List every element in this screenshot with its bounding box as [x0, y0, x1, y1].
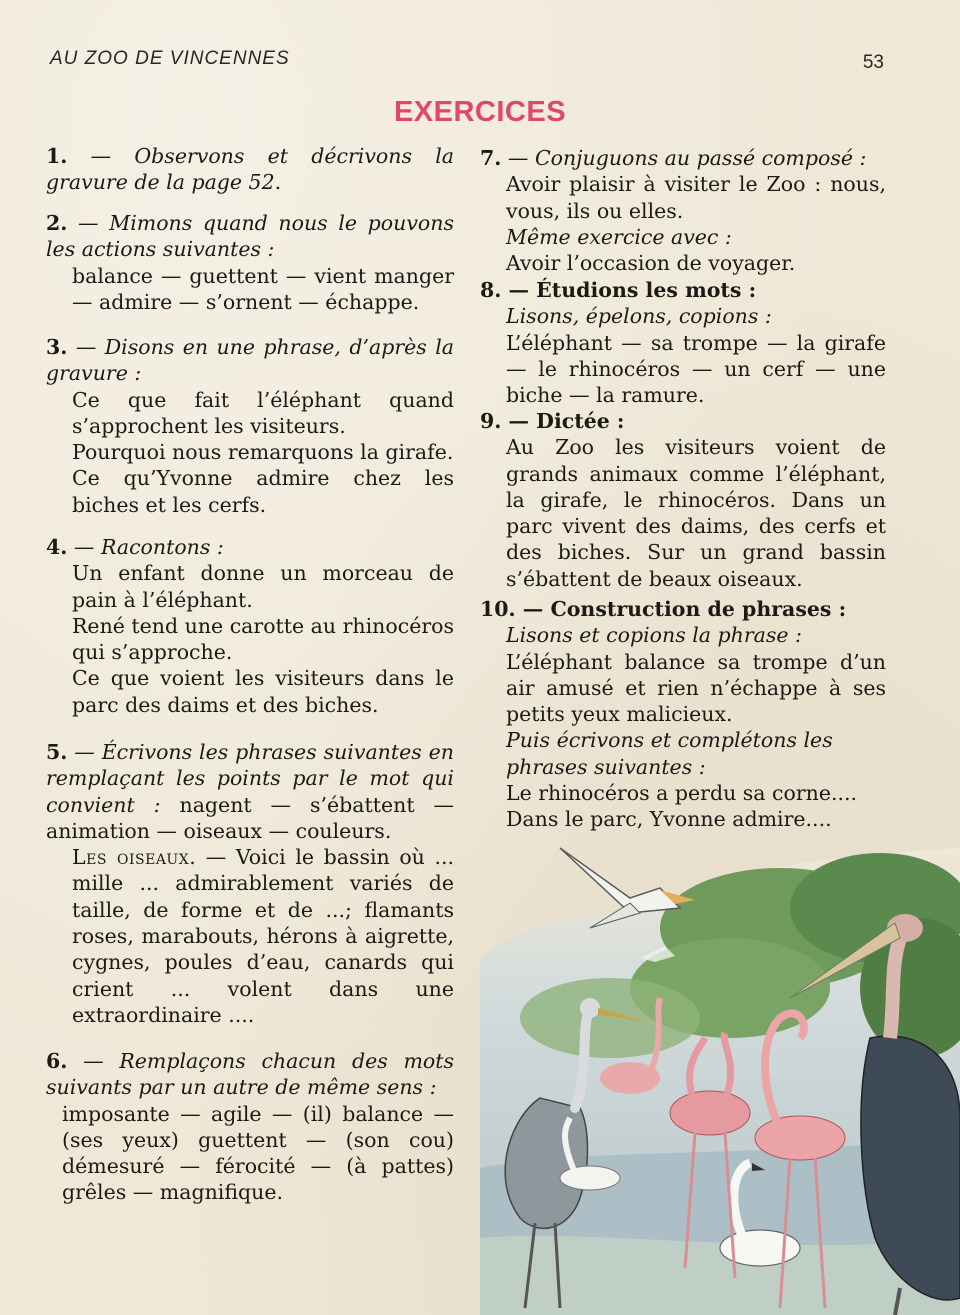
exercise-subinstruction: Même exercice avec : [506, 224, 732, 249]
fill-in-text: — Voici le bassin où ... mille ... admirablement variés de taille, de forme et de ...; flamants roses, marabouts, hérons à aigrette, cygnes, poules d’eau, canards qui crient ... volent dans une extraordinaire .... [72, 845, 454, 1027]
exercise-instruction: — Dictée : [501, 409, 625, 433]
exercise-body: imposante — agile — (il) balance — (ses yeux) guettent — (son cou) démesuré — férocité — (à pattes) grêles — magnifique. [62, 1101, 454, 1205]
exercise-subinstruction: Puis écrivons et complétons les phrases suivantes : [506, 728, 833, 779]
exercise-line: Le rhinocéros a perdu sa corne.... [506, 781, 858, 806]
exercise-number: 1. [46, 144, 68, 168]
exercise-body: L’éléphant balance sa trompe d’un air amusé et rien n’échappe à ses petits yeux malicieux. [506, 649, 886, 727]
exercise-number: 7. [480, 146, 502, 170]
exercise-number: 3. [46, 335, 68, 359]
page-number: 53 [862, 52, 884, 73]
exercise-line: Un enfant donne un morceau de pain à l’éléphant. [72, 561, 454, 612]
exercise-instruction: — Remplaçons chacun des mots suivants par un autre de même sens : [46, 1049, 454, 1100]
exercise-8 [480, 277, 886, 408]
exercise-line: Ce que fait l’éléphant quand s’approchent les visiteurs. [72, 387, 454, 438]
exercise-instruction: — Disons en une phrase, d’après la gravure : [46, 335, 454, 386]
exercise-4 [46, 534, 454, 718]
exercise-number: 5. [46, 740, 68, 764]
exercise-line: Ce qu’Yvonne admire chez les biches et les cerfs. [72, 466, 454, 517]
text-label: Les oiseaux. [72, 845, 197, 870]
exercise-line: Avoir plaisir à visiter le Zoo : nous, vous, ils ou elles. [506, 172, 886, 223]
exercise-6 [46, 1048, 454, 1206]
exercise-number: 10. [480, 597, 516, 621]
exercise-instruction: — Mimons quand nous le pouvons les actions suivantes : [46, 211, 454, 262]
exercise-body: balance — guettent — vient manger — admire — s’ornent — échappe. [72, 263, 454, 314]
exercise-number: 4. [46, 535, 68, 559]
exercise-number: 9. [480, 409, 502, 433]
exercise-3 [46, 334, 454, 518]
exercise-subinstruction: Lisons et copions la phrase : [506, 623, 802, 648]
running-title: AU ZOO DE VINCENNES [50, 48, 290, 69]
exercise-line: Pourquoi nous remarquons la girafe. [72, 440, 454, 465]
exercise-instruction: — Observons et décrivons la gravure de la page 52. [46, 144, 454, 195]
exercise-instruction: — Racontons : [67, 535, 224, 559]
exercise-instruction: — Écrivons les phrases suivantes en remplaçant les points par le mot qui convient : [46, 740, 454, 817]
exercise-instruction: — Étudions les mots : [501, 278, 757, 302]
exercise-subinstruction: Lisons, épelons, copions : [506, 304, 772, 329]
exercise-10 [480, 596, 886, 833]
exercise-number: 8. [480, 278, 502, 302]
exercise-line: Avoir l’occasion de voyager. [506, 251, 796, 276]
exercise-7 [480, 145, 886, 276]
exercise-5 [46, 739, 454, 1028]
exercise-9 [480, 408, 886, 592]
exercise-instruction: — Conjuguons au passé composé : [501, 146, 867, 170]
exercise-number: 2. [46, 211, 68, 235]
exercise-line: Dans le parc, Yvonne admire.... [506, 807, 832, 832]
dictation-text: Au Zoo les visiteurs voient de grands animaux comme l’éléphant, la girafe, le rhinocéros. Dans un parc vivent des daims, des cerfs et des biches. Sur un grand bassin s’ébattent de beaux oiseaux. [506, 435, 886, 591]
birds-illustration [480, 838, 960, 1315]
exercise-number: 6. [46, 1049, 68, 1073]
exercise-1 [46, 143, 454, 196]
exercise-body: L’éléphant — sa trompe — la girafe — le rhinocéros — un cerf — une biche — la ramure. [506, 330, 886, 408]
exercise-line: René tend une carotte au rhinocéros qui s’approche. [72, 613, 454, 665]
exercise-line: Ce que voient les visiteurs dans le parc des daims et des biches. [72, 666, 454, 717]
exercise-instruction: — Construction de phrases : [515, 597, 847, 621]
word-list: nagent — s’ébattent — animation — oiseaux — couleurs. [46, 792, 454, 843]
exercise-2 [46, 210, 454, 315]
section-title: EXERCICES [393, 96, 567, 128]
